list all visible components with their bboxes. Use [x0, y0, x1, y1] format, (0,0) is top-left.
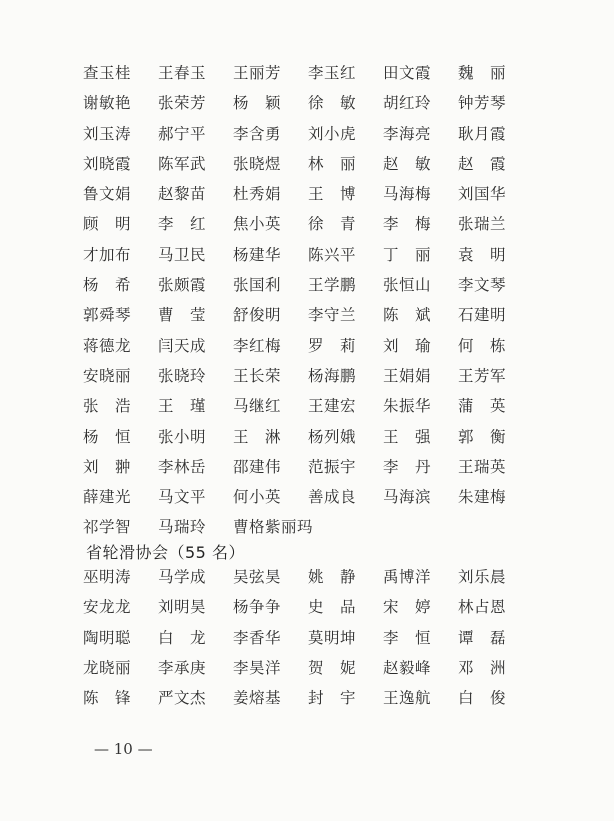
person-name: 何小英: [233, 488, 282, 507]
person-name: 赵 霞: [458, 154, 507, 173]
person-name: 杨 颖: [233, 94, 282, 113]
person-name: 龙晓丽: [83, 658, 132, 677]
person-name: 李 丹: [383, 457, 432, 476]
person-name: 贺 妮: [308, 658, 357, 677]
person-name: 安晓丽: [83, 366, 132, 385]
person-name: 马文平: [158, 488, 207, 507]
person-name: 姜熔基: [233, 689, 282, 708]
person-name: 李红梅: [233, 336, 282, 355]
person-name: 王 强: [383, 427, 432, 446]
person-name: 杨争争: [233, 598, 282, 617]
person-name: 魏 丽: [458, 64, 507, 82]
person-name: 王建宏: [308, 397, 357, 416]
person-name: 刘国华: [458, 185, 507, 204]
section-names-list: [83, 570, 533, 721]
person-name: 白 龙: [158, 628, 207, 647]
person-name: 马海滨: [383, 488, 432, 507]
person-name: 王长荣: [233, 366, 282, 385]
person-name: 陈军武: [158, 154, 207, 173]
person-name: 何 栋: [458, 336, 507, 355]
person-name: 刘 翀: [83, 457, 132, 476]
person-name: 刘晓霞: [83, 154, 132, 173]
person-name: 邵建伟: [233, 457, 282, 476]
person-name: 李含勇: [233, 124, 282, 143]
person-name: 张 浩: [83, 397, 132, 416]
person-name: 薛建光: [83, 488, 132, 507]
person-name: 王瑞英: [458, 457, 507, 476]
person-name: 朱建梅: [458, 488, 507, 507]
person-name: 马继红: [233, 397, 282, 416]
person-name: 姚 静: [308, 568, 357, 586]
person-name: 朱振华: [383, 397, 432, 416]
person-name: 徐 敏: [308, 94, 357, 113]
person-name: 王 瑾: [158, 397, 207, 416]
person-name: 李海亮: [383, 124, 432, 143]
person-name: 安龙龙: [83, 598, 132, 617]
person-name: 王芳军: [458, 366, 507, 385]
person-name: 才加布: [83, 245, 132, 264]
person-name: 莫明坤: [308, 628, 357, 647]
person-name: 曹格紫丽玛: [233, 518, 314, 537]
person-name: 马海梅: [383, 185, 432, 204]
person-name: 杨海鹏: [308, 366, 357, 385]
person-name: 吴弦昊: [233, 568, 282, 586]
person-name: 李 恒: [383, 628, 432, 647]
person-name: 禹博洋: [383, 568, 432, 586]
person-name: 史 品: [308, 598, 357, 617]
person-name: 王 淋: [233, 427, 282, 446]
person-name: 王逸航: [383, 689, 432, 708]
person-name: 张小明: [158, 427, 207, 446]
person-name: 李承庚: [158, 658, 207, 677]
person-name: 刘玉涛: [83, 124, 132, 143]
person-name: 郭舜琴: [83, 306, 132, 325]
person-name: 查玉桂: [83, 64, 132, 82]
person-name: 杨建华: [233, 245, 282, 264]
person-name: 王 博: [308, 185, 357, 204]
person-name: 祁学智: [83, 518, 132, 537]
person-name: 刘乐晨: [458, 568, 507, 586]
person-name: 袁 明: [458, 245, 507, 264]
person-name: 李玉红: [308, 64, 357, 82]
person-name: 李 梅: [383, 215, 432, 234]
person-name: 宋 婷: [383, 598, 432, 617]
person-name: 顾 明: [83, 215, 132, 234]
person-name: 郝宁平: [158, 124, 207, 143]
person-name: 钟芳琴: [458, 94, 507, 113]
person-name: 张晓玲: [158, 366, 207, 385]
person-name: 陈 锋: [83, 689, 132, 708]
person-name: 耿月霞: [458, 124, 507, 143]
person-name: 林占恩: [458, 598, 507, 617]
person-name: 徐 青: [308, 215, 357, 234]
names-list-continued: [83, 66, 533, 551]
person-name: 刘明昊: [158, 598, 207, 617]
person-name: 邓 洲: [458, 658, 507, 677]
person-name: 李昊洋: [233, 658, 282, 677]
person-name: 善成良: [308, 488, 357, 507]
person-name: 赵黎苗: [158, 185, 207, 204]
person-name: 张晓煜: [233, 154, 282, 173]
person-name: 蒋德龙: [83, 336, 132, 355]
person-name: 赵 敏: [383, 154, 432, 173]
person-name: 张瑞兰: [458, 215, 507, 234]
person-name: 鲁文娟: [83, 185, 132, 204]
person-name: 刘小虎: [308, 124, 357, 143]
person-name: 马学成: [158, 568, 207, 586]
person-name: 谢敏艳: [83, 94, 132, 113]
person-name: 林 丽: [308, 154, 357, 173]
person-name: 范振宇: [308, 457, 357, 476]
person-name: 蒲 英: [458, 397, 507, 416]
person-name: 郭 衡: [458, 427, 507, 446]
person-name: 田文霞: [383, 64, 432, 82]
person-name: 丁 丽: [383, 245, 432, 264]
person-name: 李林岳: [158, 457, 207, 476]
person-name: 马卫民: [158, 245, 207, 264]
person-name: 王娟娟: [383, 366, 432, 385]
person-name: 陈 斌: [383, 306, 432, 325]
person-name: 张颇霞: [158, 276, 207, 295]
person-name: 王学鹏: [308, 276, 357, 295]
person-name: 舒俊明: [233, 306, 282, 325]
person-name: 马瑞玲: [158, 518, 207, 537]
person-name: 闫天成: [158, 336, 207, 355]
person-name: 罗 莉: [308, 336, 357, 355]
person-name: 杨列娥: [308, 427, 357, 446]
person-name: 王丽芳: [233, 64, 282, 82]
person-name: 李 红: [158, 215, 207, 234]
person-name: 焦小英: [233, 215, 282, 234]
person-name: 王春玉: [158, 64, 207, 82]
person-name: 张国利: [233, 276, 282, 295]
section-heading: 省轮滑协会（55 名）: [86, 543, 245, 562]
person-name: 谭 磊: [458, 628, 507, 647]
person-name: 胡红玲: [383, 94, 432, 113]
person-name: 曹 莹: [158, 306, 207, 325]
page-number: — 10 —: [94, 740, 153, 758]
person-name: 石建明: [458, 306, 507, 325]
person-name: 陈兴平: [308, 245, 357, 264]
person-name: 李香华: [233, 628, 282, 647]
person-name: 严文杰: [158, 689, 207, 708]
person-name: 封 宇: [308, 689, 357, 708]
person-name: 白 俊: [458, 689, 507, 708]
person-name: 杨 恒: [83, 427, 132, 446]
person-name: 陶明聪: [83, 628, 132, 647]
person-name: 杨 希: [83, 276, 132, 295]
person-name: 杜秀娟: [233, 185, 282, 204]
person-name: 李文琴: [458, 276, 507, 295]
person-name: 巫明涛: [83, 568, 132, 586]
person-name: 赵毅峰: [383, 658, 432, 677]
person-name: 刘 瑜: [383, 336, 432, 355]
person-name: 张恒山: [383, 276, 432, 295]
person-name: 张荣芳: [158, 94, 207, 113]
person-name: 李守兰: [308, 306, 357, 325]
